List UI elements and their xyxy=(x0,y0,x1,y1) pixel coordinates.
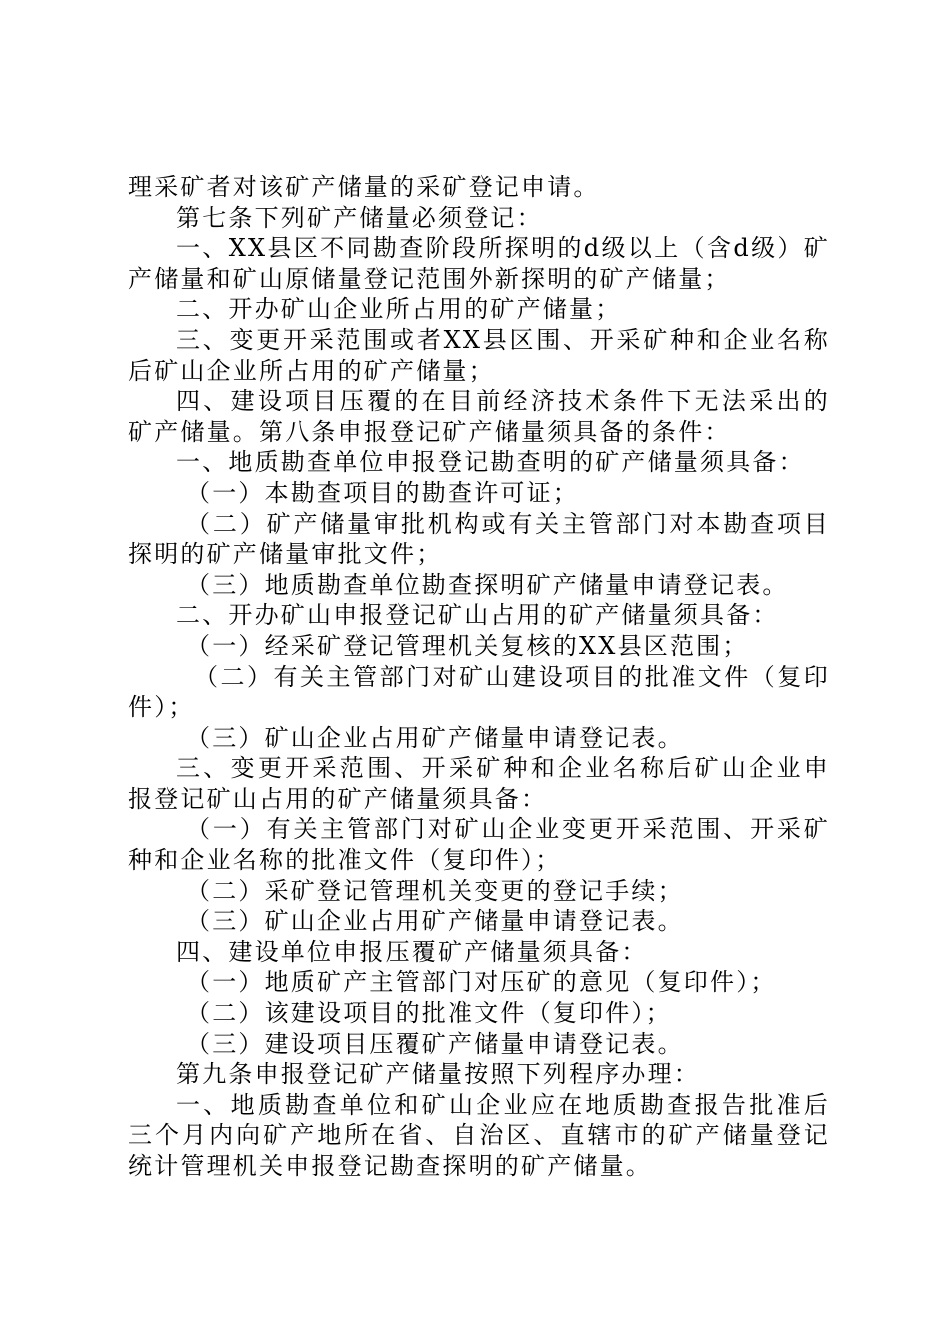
paragraph-continuation: 理采矿者对该矿产储量的采矿登记申请。 xyxy=(128,173,600,201)
article-7-item-4: 四、建设项目压覆的在目前经济技术条件下无法采出的矿产储量。第八条申报登记矿产储量须具备的条件： xyxy=(128,387,830,446)
article-8-item-2-sub-2: （二）有关主管部门对矿山建设项目的批准文件（复印件）； xyxy=(128,662,830,722)
document-body xyxy=(128,172,830,1182)
article-8-item-2-sub-3: （三）矿山企业占用矿产储量申请登记表。 xyxy=(186,723,684,752)
article-7-item-2: 二、开办矿山企业所占用的矿产储量； xyxy=(176,295,622,324)
article-8-item-1-sub-2: （二）矿产储量审批机构或有关主管部门对本勘查项目探明的矿产储量审批文件； xyxy=(128,509,830,569)
article-8-item-3: 三、变更开采范围、开采矿种和企业名称后矿山企业申报登记矿山占用的矿产储量须具备： xyxy=(128,754,830,813)
article-8-item-4: 四、建设单位申报压覆矿产储量须具备： xyxy=(176,937,648,966)
article-9-item-1: 一、地质勘查单位和矿山企业应在地质勘查报告批准后三个月内向矿产地所在省、自治区、直辖市的矿产储量登记统计管理机关申报登记勘查探明的矿产储量。 xyxy=(128,1090,830,1180)
article-7-heading: 第七条下列矿产储量必须登记： xyxy=(176,203,543,232)
article-9-heading: 第九条申报登记矿产储量按照下列程序办理： xyxy=(176,1060,700,1089)
article-7-item-1: 一、XX县区不同勘查阶段所探明的d级以上（含d级）矿产储量和矿山原储量登记范围外新探明的矿产储量； xyxy=(128,234,830,293)
article-8-item-3-sub-1: （一）有关主管部门对矿山企业变更开采范围、开采矿种和企业名称的批准文件（复印件）； xyxy=(128,815,830,875)
article-8-item-2-sub-1: （一）经采矿登记管理机关复核的XX县区范围； xyxy=(186,631,749,660)
article-8-item-1: 一、地质勘查单位申报登记勘查明的矿产储量须具备： xyxy=(176,448,805,477)
article-8-item-4-sub-3: （三）建设项目压覆矿产储量申请登记表。 xyxy=(186,1029,684,1058)
article-7-item-3: 三、变更开采范围或者XX县区围、开采矿种和企业名称后矿山企业所占用的矿产储量； xyxy=(128,325,830,385)
article-8-item-4-sub-1: （一）地质矿产主管部门对压矿的意见（复印件）； xyxy=(186,968,777,997)
article-8-item-1-sub-3: （三）地质勘查单位勘查探明矿产储量申请登记表。 xyxy=(186,570,789,599)
article-8-item-2: 二、开办矿山申报登记矿山占用的矿产储量须具备： xyxy=(176,601,779,630)
article-8-item-1-sub-1: （一）本勘查项目的勘查许可证； xyxy=(186,478,579,507)
article-8-item-4-sub-2: （二）该建设项目的批准文件（复印件）； xyxy=(186,999,672,1028)
article-8-item-3-sub-2: （二）采矿登记管理机关变更的登记手续； xyxy=(186,876,684,905)
article-8-item-3-sub-3: （三）矿山企业占用矿产储量申请登记表。 xyxy=(186,907,684,936)
